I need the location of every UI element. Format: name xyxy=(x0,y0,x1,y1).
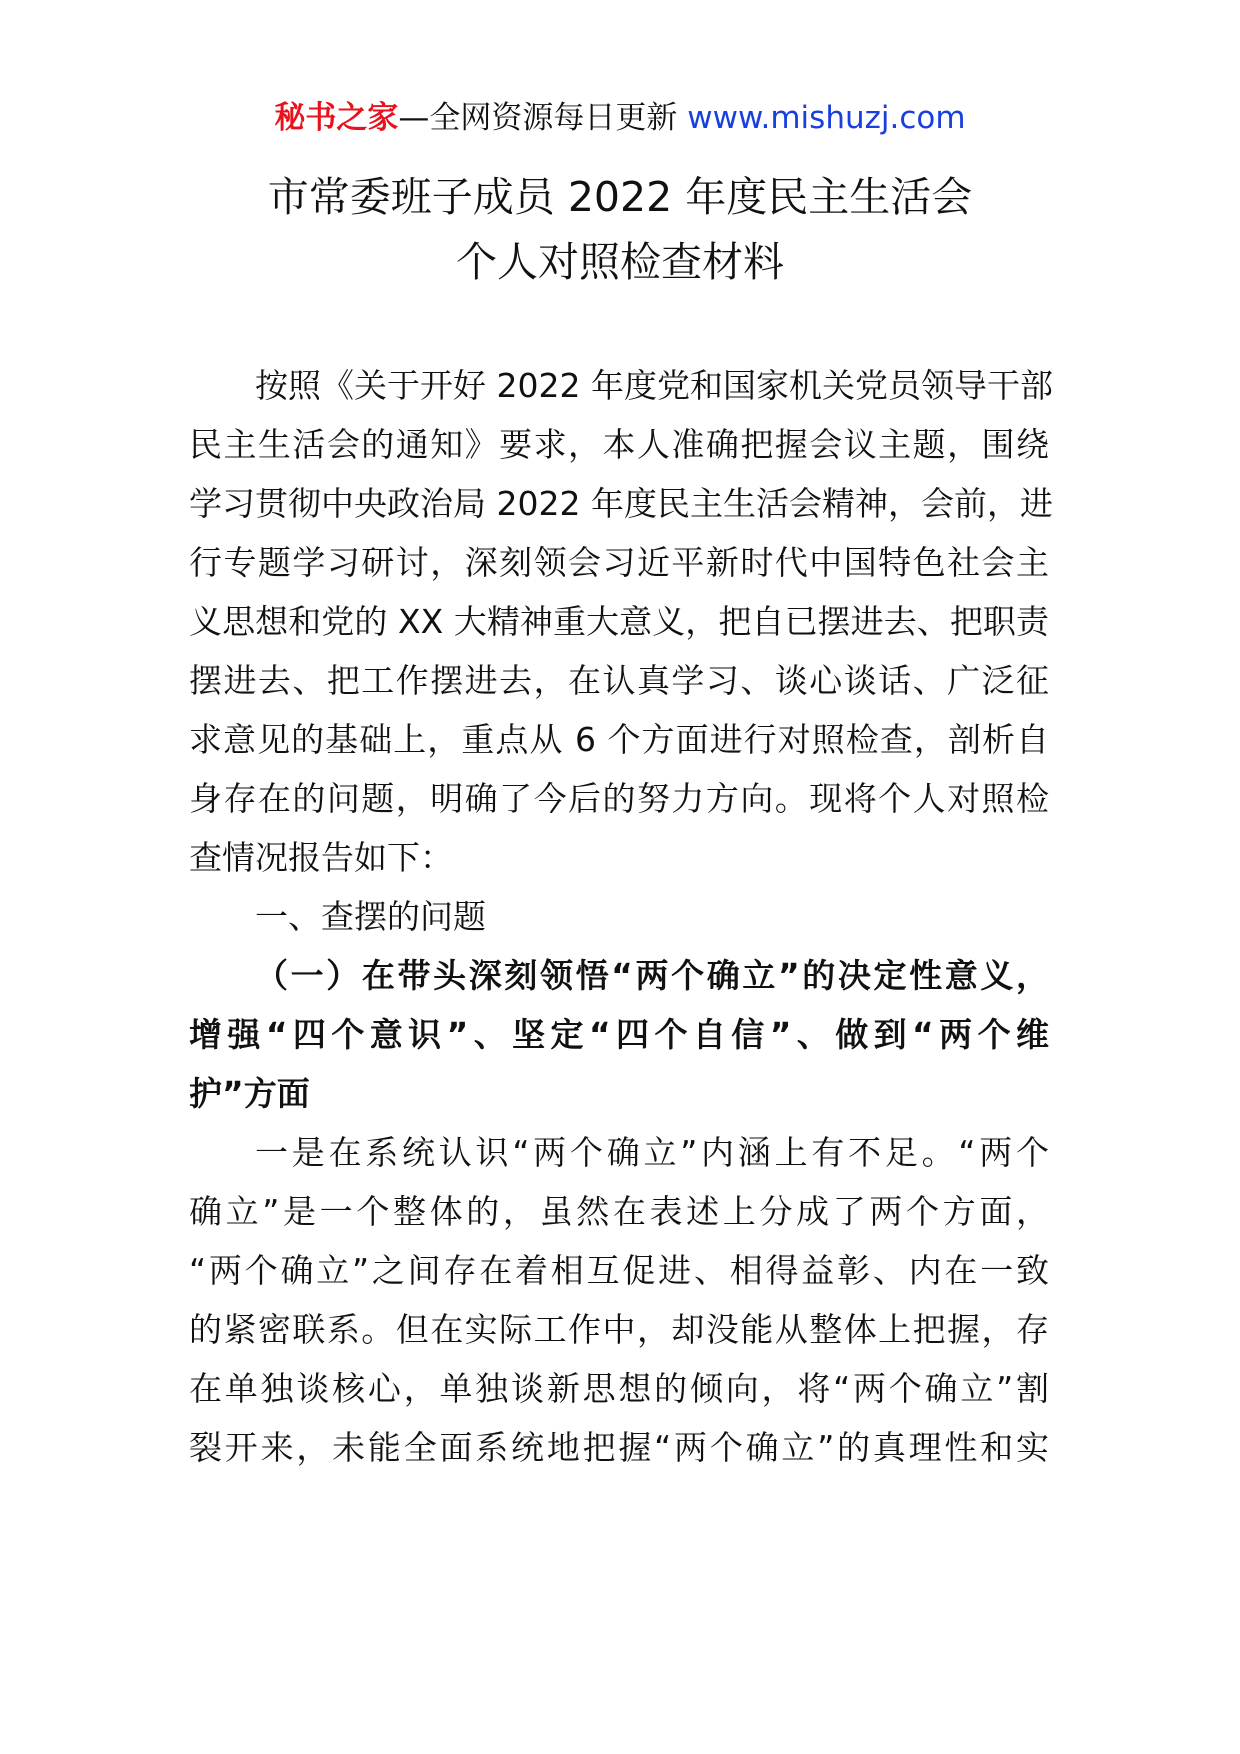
paragraph-line: 民主生活会的通知》要求，本人准确把握会议主题，围绕 xyxy=(189,425,1049,464)
subsection-heading-line: 护”方面 xyxy=(189,1074,310,1113)
paragraph-line: 的紧密联系。但在实际工作中，却没能从整体上把握，存 xyxy=(189,1310,1049,1349)
paragraph-line: 按照《关于开好 2022 年度党和国家机关党员领导干部 xyxy=(255,366,1053,405)
brand-name: 秘书之家 xyxy=(274,100,399,136)
subsection-heading-line: 增强“四个意识”、坚定“四个自信”、做到“两个维 xyxy=(189,1015,1049,1054)
paragraph-line: 确立”是一个整体的，虽然在表述上分成了两个方面， xyxy=(189,1192,1049,1231)
paragraph-line: 求意见的基础上，重点从 6 个方面进行对照检查，剖析自 xyxy=(189,720,1049,759)
paragraph-line: 义思想和党的 XX 大精神重大意义，把自已摆进去、把职责 xyxy=(189,602,1049,641)
subsection-heading-line: （一）在带头深刻领悟“两个确立”的决定性意义， xyxy=(255,956,1049,995)
paragraph-line: 查情况报告如下： xyxy=(189,838,453,877)
paragraph-line: 一是在系统认识“两个确立”内涵上有不足。“两个 xyxy=(255,1133,1049,1172)
paragraph-line: 裂开来，未能全面系统地把握“两个确立”的真理性和实 xyxy=(189,1428,1049,1467)
site-banner xyxy=(0,98,1240,138)
paragraph-line: “两个确立”之间存在着相互促进、相得益彰、内在一致 xyxy=(189,1251,1049,1290)
paragraph-line: 摆进去、把工作摆进去，在认真学习、谈心谈话、广泛征 xyxy=(189,661,1049,700)
banner-tagline: —全网资源每日更新 xyxy=(398,100,688,136)
paragraph-line: 在单独谈核心，单独谈新思想的倾向，将“两个确立”割 xyxy=(189,1369,1049,1408)
document-title-line-2: 个人对照检查材料 xyxy=(456,238,784,286)
paragraph-line: 学习贯彻中央政治局 2022 年度民主生活会精神，会前，进 xyxy=(189,484,1053,523)
paragraph-line: 身存在的问题，明确了今后的努力方向。现将个人对照检 xyxy=(189,779,1049,818)
document-title-line-1: 市常委班子成员 2022 年度民主生活会 xyxy=(267,173,973,221)
section-heading: 一、查摆的问题 xyxy=(255,897,486,936)
paragraph-line: 行专题学习研讨，深刻领会习近平新时代中国特色社会主 xyxy=(189,543,1049,582)
site-url-link[interactable]: www.mishuzj.com xyxy=(687,100,966,136)
